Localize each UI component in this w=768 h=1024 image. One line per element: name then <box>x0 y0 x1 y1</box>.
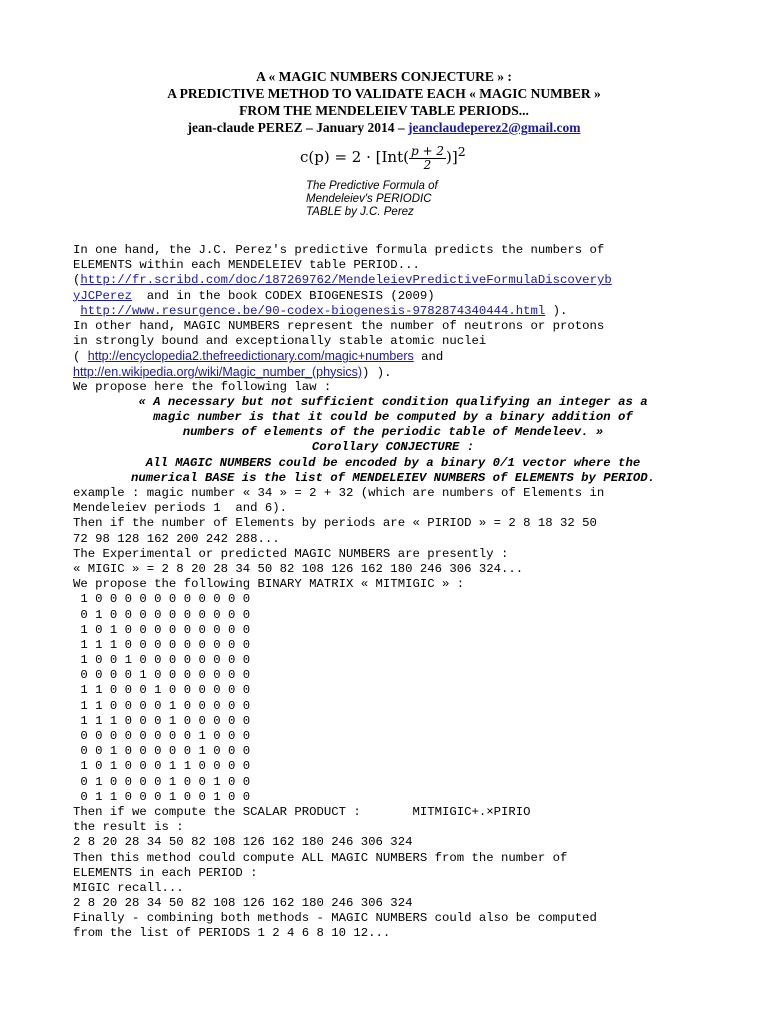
scalar-product-line: Then if we compute the SCALAR PRODUCT : MITMIGIC+.×PIRIO <box>73 804 531 819</box>
piriod-line: Then if the number of Elements by periods are « PIRIOD » = 2 8 18 32 50 <box>73 516 597 531</box>
body-link-line <box>73 304 713 319</box>
migic-line: « MIGIC » = 2 8 20 28 34 50 82 108 126 162 180 246 306 324... <box>73 561 524 576</box>
formula-fraction <box>409 145 446 172</box>
matrix-row: 1 0 1 0 0 0 1 1 0 0 0 0 <box>73 759 251 774</box>
body-text: ( <box>73 350 88 365</box>
matrix-intro: We propose the following BINARY MATRIX « MITMIGIC » : <box>73 577 465 592</box>
body-text: and in the book CODEX BIOGENESIS (2009) <box>132 288 435 303</box>
body-link-line <box>73 365 713 380</box>
matrix-row: 0 0 0 0 1 0 0 0 0 0 0 0 <box>73 668 251 683</box>
formula-rhs: )] <box>445 148 458 166</box>
body-link-line <box>73 273 713 288</box>
recall-line: MIGIC recall... <box>73 880 184 895</box>
matrix-row: 1 1 0 0 0 1 0 0 0 0 0 0 <box>73 683 251 698</box>
example-line: Mendeleiev periods 1 and 6). <box>73 501 288 516</box>
formula-exponent: 2 <box>457 144 466 159</box>
body-text: ). <box>545 303 568 318</box>
law-text-line: numbers of elements of the periodic table of Mendeleev. » <box>182 425 604 440</box>
final-line: from the list of PERIODS 1 2 4 6 8 10 12... <box>73 926 391 941</box>
body-link-line <box>73 289 713 304</box>
body-text: and <box>413 350 444 365</box>
matrix-row: 1 0 0 0 0 0 0 0 0 0 0 0 <box>73 592 251 607</box>
matrix-row: 0 1 1 0 0 0 1 0 0 1 0 0 <box>73 789 251 804</box>
matrix-row: 0 1 0 0 0 0 1 0 0 1 0 0 <box>73 774 251 789</box>
perez-formula <box>300 144 466 172</box>
paren-open: ( <box>73 273 81 288</box>
wikipedia-link[interactable]: http://en.wikipedia.org/wiki/Magic_number_(physics) <box>73 364 363 379</box>
scribd-link[interactable]: http://fr.scribd.com/doc/187269762/MendeleievPredictiveFormulaDiscoveryb <box>80 273 612 288</box>
document-body <box>73 243 713 942</box>
recall-values: 2 8 20 28 34 50 82 108 126 162 180 246 306 324 <box>73 896 413 911</box>
formula-lhs: c(p) = 2 · [Int( <box>300 148 409 166</box>
title-block <box>0 68 768 136</box>
author-text: jean-claude PEREZ – January 2014 – <box>187 120 409 135</box>
caption-line-3: TABLE by J.C. Perez <box>306 206 414 218</box>
body-text-line: In one hand, the J.C. Perez's predictive formula predicts the numbers of <box>73 243 605 257</box>
matrix-row: 0 1 0 0 0 0 0 0 0 0 0 0 <box>73 607 251 622</box>
title-line-1: A « MAGIC NUMBERS CONJECTURE » : <box>256 69 512 84</box>
title-line-3: FROM THE MENDELEIEV TABLE PERIODS... <box>239 103 529 118</box>
final-line: Finally - combining both methods - MAGIC NUMBERS could also be computed <box>73 911 597 926</box>
caption-line-2: Mendeleiev's PERIODIC <box>306 193 432 205</box>
author-line <box>0 119 768 136</box>
law-text-line: magic number is that it could be computed by a binary addition of <box>153 410 633 425</box>
scribd-link-continued[interactable]: yJCPerez <box>73 288 133 303</box>
example-line: example : magic number « 34 » = 2 + 32 (which are numbers of Elements in <box>73 486 605 500</box>
conjecture-text-line: numerical BASE is the list of MENDELEIEV NUMBERS of ELEMENTS by PERIOD. <box>131 470 655 485</box>
formula-fraction-top: p + 2 <box>410 143 444 158</box>
corollary-heading: Corollary CONJECTURE : <box>311 440 475 455</box>
mitmigic-matrix <box>73 592 713 805</box>
law-intro: We propose here the following law : <box>73 379 332 394</box>
matrix-row: 1 1 1 0 0 0 1 0 0 0 0 0 <box>73 713 251 728</box>
piriod-line: 72 98 128 162 200 242 288... <box>73 531 280 546</box>
law-text-line: « A necessary but not sufficient condition qualifying an integer as a <box>138 394 648 409</box>
result-intro: the result is : <box>73 820 184 835</box>
matrix-row: 1 0 1 0 0 0 0 0 0 0 0 0 <box>73 622 251 637</box>
author-email-link[interactable]: jeanclaudeperez2@gmail.com <box>408 120 581 135</box>
formula-caption <box>306 180 486 219</box>
matrix-row: 0 0 0 0 0 0 0 0 1 0 0 0 <box>73 729 251 743</box>
body-text-line: In other hand, MAGIC NUMBERS represent the number of neutrons or protons <box>73 318 605 333</box>
result-values: 2 8 20 28 34 50 82 108 126 162 180 246 306 324 <box>73 835 413 850</box>
title-line-2: A PREDICTIVE METHOD TO VALIDATE EACH « MAGIC NUMBER » <box>167 86 601 101</box>
matrix-row: 0 0 1 0 0 0 0 0 1 0 0 0 <box>73 744 251 759</box>
migic-line: The Experimental or predicted MAGIC NUMBERS are presently : <box>73 546 509 561</box>
caption-line-1: The Predictive Formula of <box>306 180 438 192</box>
body-text-line: in strongly bound and exceptionally stable atomic nuclei <box>73 334 487 349</box>
matrix-row: 1 1 0 0 0 0 1 0 0 0 0 0 <box>73 698 251 713</box>
encyclopedia-link[interactable]: http://encyclopedia2.thefreedictionary.com/magic+numbers <box>87 349 414 364</box>
body-text: ) ). <box>362 365 392 380</box>
method-line: Then this method could compute ALL MAGIC NUMBERS from the number of <box>73 850 568 865</box>
resurgence-link[interactable]: http://www.resurgence.be/90-codex-biogenesis-9782874340444.html <box>80 303 546 318</box>
method-line: ELEMENTS in each PERIOD : <box>73 865 258 880</box>
body-text-line: ELEMENTS within each MENDELEIEV table PERIOD... <box>73 258 420 273</box>
matrix-row: 1 0 0 1 0 0 0 0 0 0 0 0 <box>73 653 251 668</box>
matrix-row: 1 1 1 0 0 0 0 0 0 0 0 0 <box>73 637 251 652</box>
formula-fraction-bottom: 2 <box>423 157 432 172</box>
conjecture-text-line: All MAGIC NUMBERS could be encoded by a binary 0/1 vector where the <box>145 455 641 470</box>
body-link-line <box>73 349 713 364</box>
